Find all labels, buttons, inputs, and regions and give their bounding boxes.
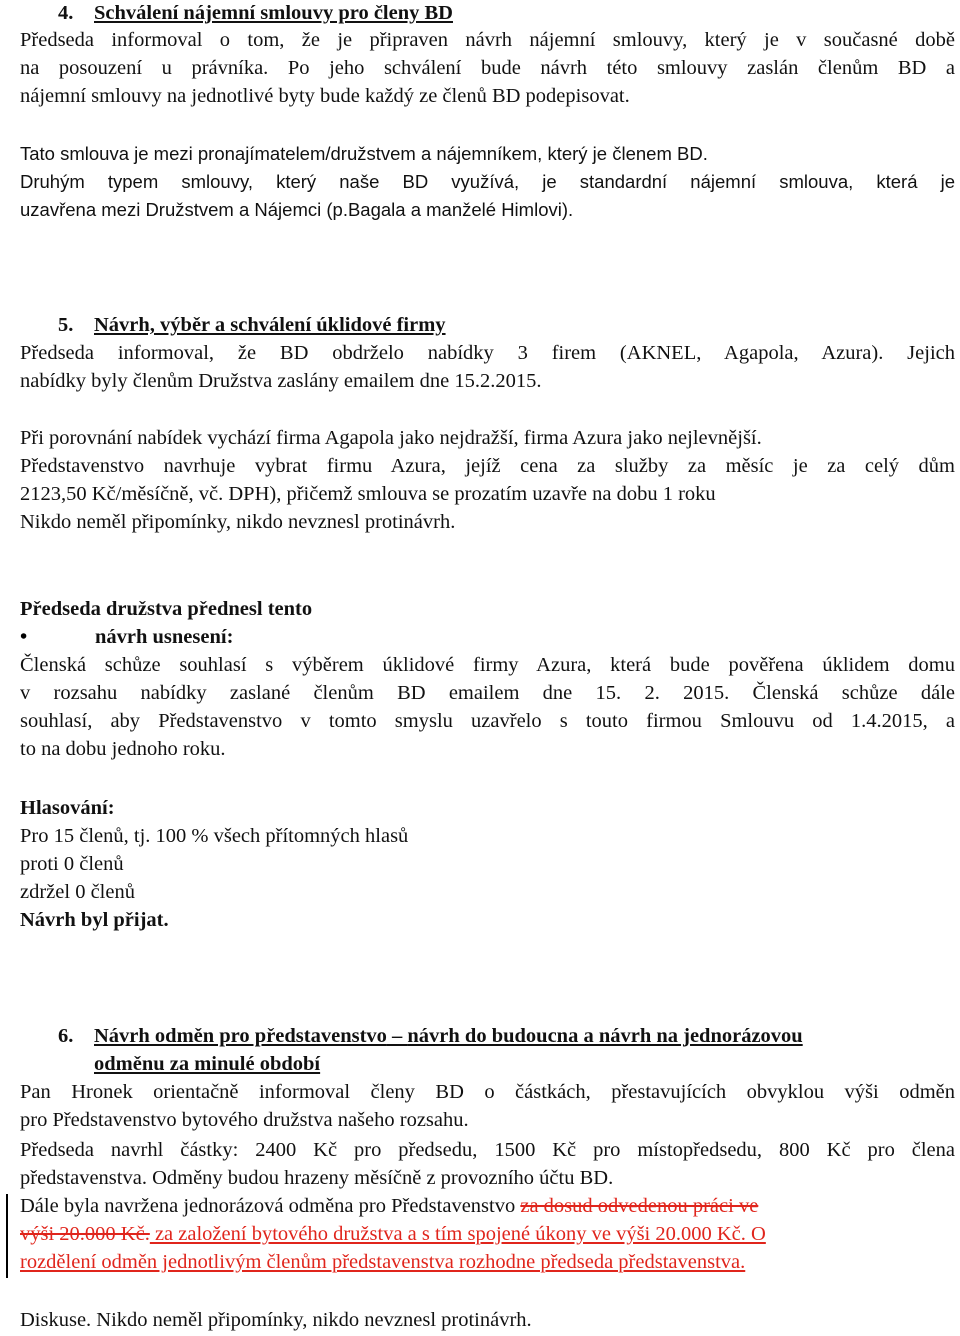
section-title-part: odměnu za minulé období — [94, 1053, 321, 1075]
plain-text: Dále byla navržena jednorázová odměna pro Představenstvo — [20, 1195, 521, 1217]
paragraph-line: Tato smlouva je mezi pronajímatelem/družstvem a nájemníkem, který je členem BD. — [20, 143, 708, 164]
vote-against: proti 0 členů — [20, 853, 124, 875]
resolution-presenter: Předseda družstva přednesl tento — [20, 598, 313, 620]
section-number: 4. — [58, 2, 74, 24]
paragraph-line: v rozsahu nabídky zaslané členům BD emailem dne 15. 2. 2015. Členská schůze dále — [20, 682, 955, 704]
paragraph-line-revised — [20, 1192, 955, 1220]
paragraph-line: Členská schůze souhlasí s výběrem úklidové firmy Azura, která bude pověřena úklidem domu — [20, 654, 955, 676]
paragraph-line: Druhým typem smlouvy, který naše BD využívá, je standardní nájemní smlouva, která je — [20, 171, 955, 192]
paragraph-line: nabídky byly členům Družstva zaslány emailem dne 15.2.2015. — [20, 370, 542, 392]
paragraph-line: to na dobu jednoho roku. — [20, 738, 226, 760]
vote-abstain: zdržel 0 členů — [20, 881, 135, 903]
section-title-part: Návrh odměn pro představenstvo – návrh do budoucna a návrh na jednorázovou — [94, 1025, 803, 1047]
paragraph-line: souhlasí, aby Představenstvo v tomto smyslu uzavřelo s touto firmou Smlouvu od 1.4.2015, a — [20, 710, 955, 732]
section-number: 6. — [58, 1025, 74, 1047]
paragraph-line: Předseda informoval o tom, že je připraven návrh nájemní smlouvy, který je v současné době — [20, 29, 955, 51]
resolution-label: návrh usnesení: — [95, 626, 234, 648]
paragraph-line: pro Představenstvo bytového družstva našeho rozsahu. — [20, 1109, 469, 1131]
vote-for: Pro 15 členů, tj. 100 % všech přítomných hlasů — [20, 825, 409, 847]
paragraph-line: na posouzení u právníka. Po jeho schválení bude návrh této smlouvy zaslán členům BD a — [20, 57, 955, 79]
section-number: 5. — [58, 314, 74, 336]
bullet-icon: • — [20, 626, 28, 648]
deleted-text: za dosud odvedenou práci ve — [520, 1195, 759, 1217]
paragraph-line: 2123,50 Kč/měsíčně, vč. DPH), přičemž smlouva se prozatím uzavře na dobu 1 roku — [20, 483, 716, 505]
vote-result: Návrh byl přijat. — [20, 909, 169, 931]
section-title: Schválení nájemní smlouvy pro členy BD — [94, 2, 453, 24]
vote-title: Hlasování: — [20, 797, 115, 819]
paragraph-line-revised — [20, 1220, 955, 1248]
paragraph-line: Pan Hronek orientačně informoval členy BD o částkách, přestavujících obvyklou výši odměn — [20, 1081, 955, 1103]
paragraph-line: Předseda informoval, že BD obdrželo nabídky 3 firem (AKNEL, Agapola, Azura). Jejich — [20, 342, 955, 364]
paragraph-line: Nikdo neměl připomínky, nikdo nevznesl protinávrh. — [20, 511, 456, 533]
paragraph-line: představenstva. Odměny budou hrazeny měsíčně z provozního účtu BD. — [20, 1167, 614, 1189]
paragraph-line: uzavřena mezi Družstvem a Nájemci (p.Bagala a manželé Himlovi). — [20, 199, 574, 220]
paragraph-line-revised — [20, 1248, 955, 1276]
paragraph-line: Diskuse. Nikdo neměl připomínky, nikdo nevznesl protinávrh. — [20, 1309, 532, 1331]
paragraph-line: Předseda navrhl částky: 2400 Kč pro předsedu, 1500 Kč pro místopředsedu, 800 Kč pro člena — [20, 1139, 955, 1161]
deleted-text: výši 20.000 Kč. — [20, 1223, 150, 1245]
paragraph-line: Při porovnání nabídek vychází firma Agapola jako nejdražší, firma Azura jako nejlevnější. — [20, 427, 762, 449]
revision-change-bar — [6, 1194, 8, 1278]
paragraph-line: nájemní smlouvy na jednotlivé byty bude každý ze členů BD podepisovat. — [20, 85, 630, 107]
paragraph-line: Představenstvo navrhuje vybrat firmu Azura, jejíž cena za služby za měsíc je za celý dům — [20, 455, 955, 477]
inserted-text: rozdělení odměn jednotlivým členům představenstva rozhodne předseda představenstva. — [20, 1251, 746, 1273]
inserted-text: za založení bytového družstva a s tím spojené úkony ve výši 20.000 Kč. O — [149, 1223, 766, 1245]
section-title: Návrh, výběr a schválení úklidové firmy — [94, 314, 446, 336]
